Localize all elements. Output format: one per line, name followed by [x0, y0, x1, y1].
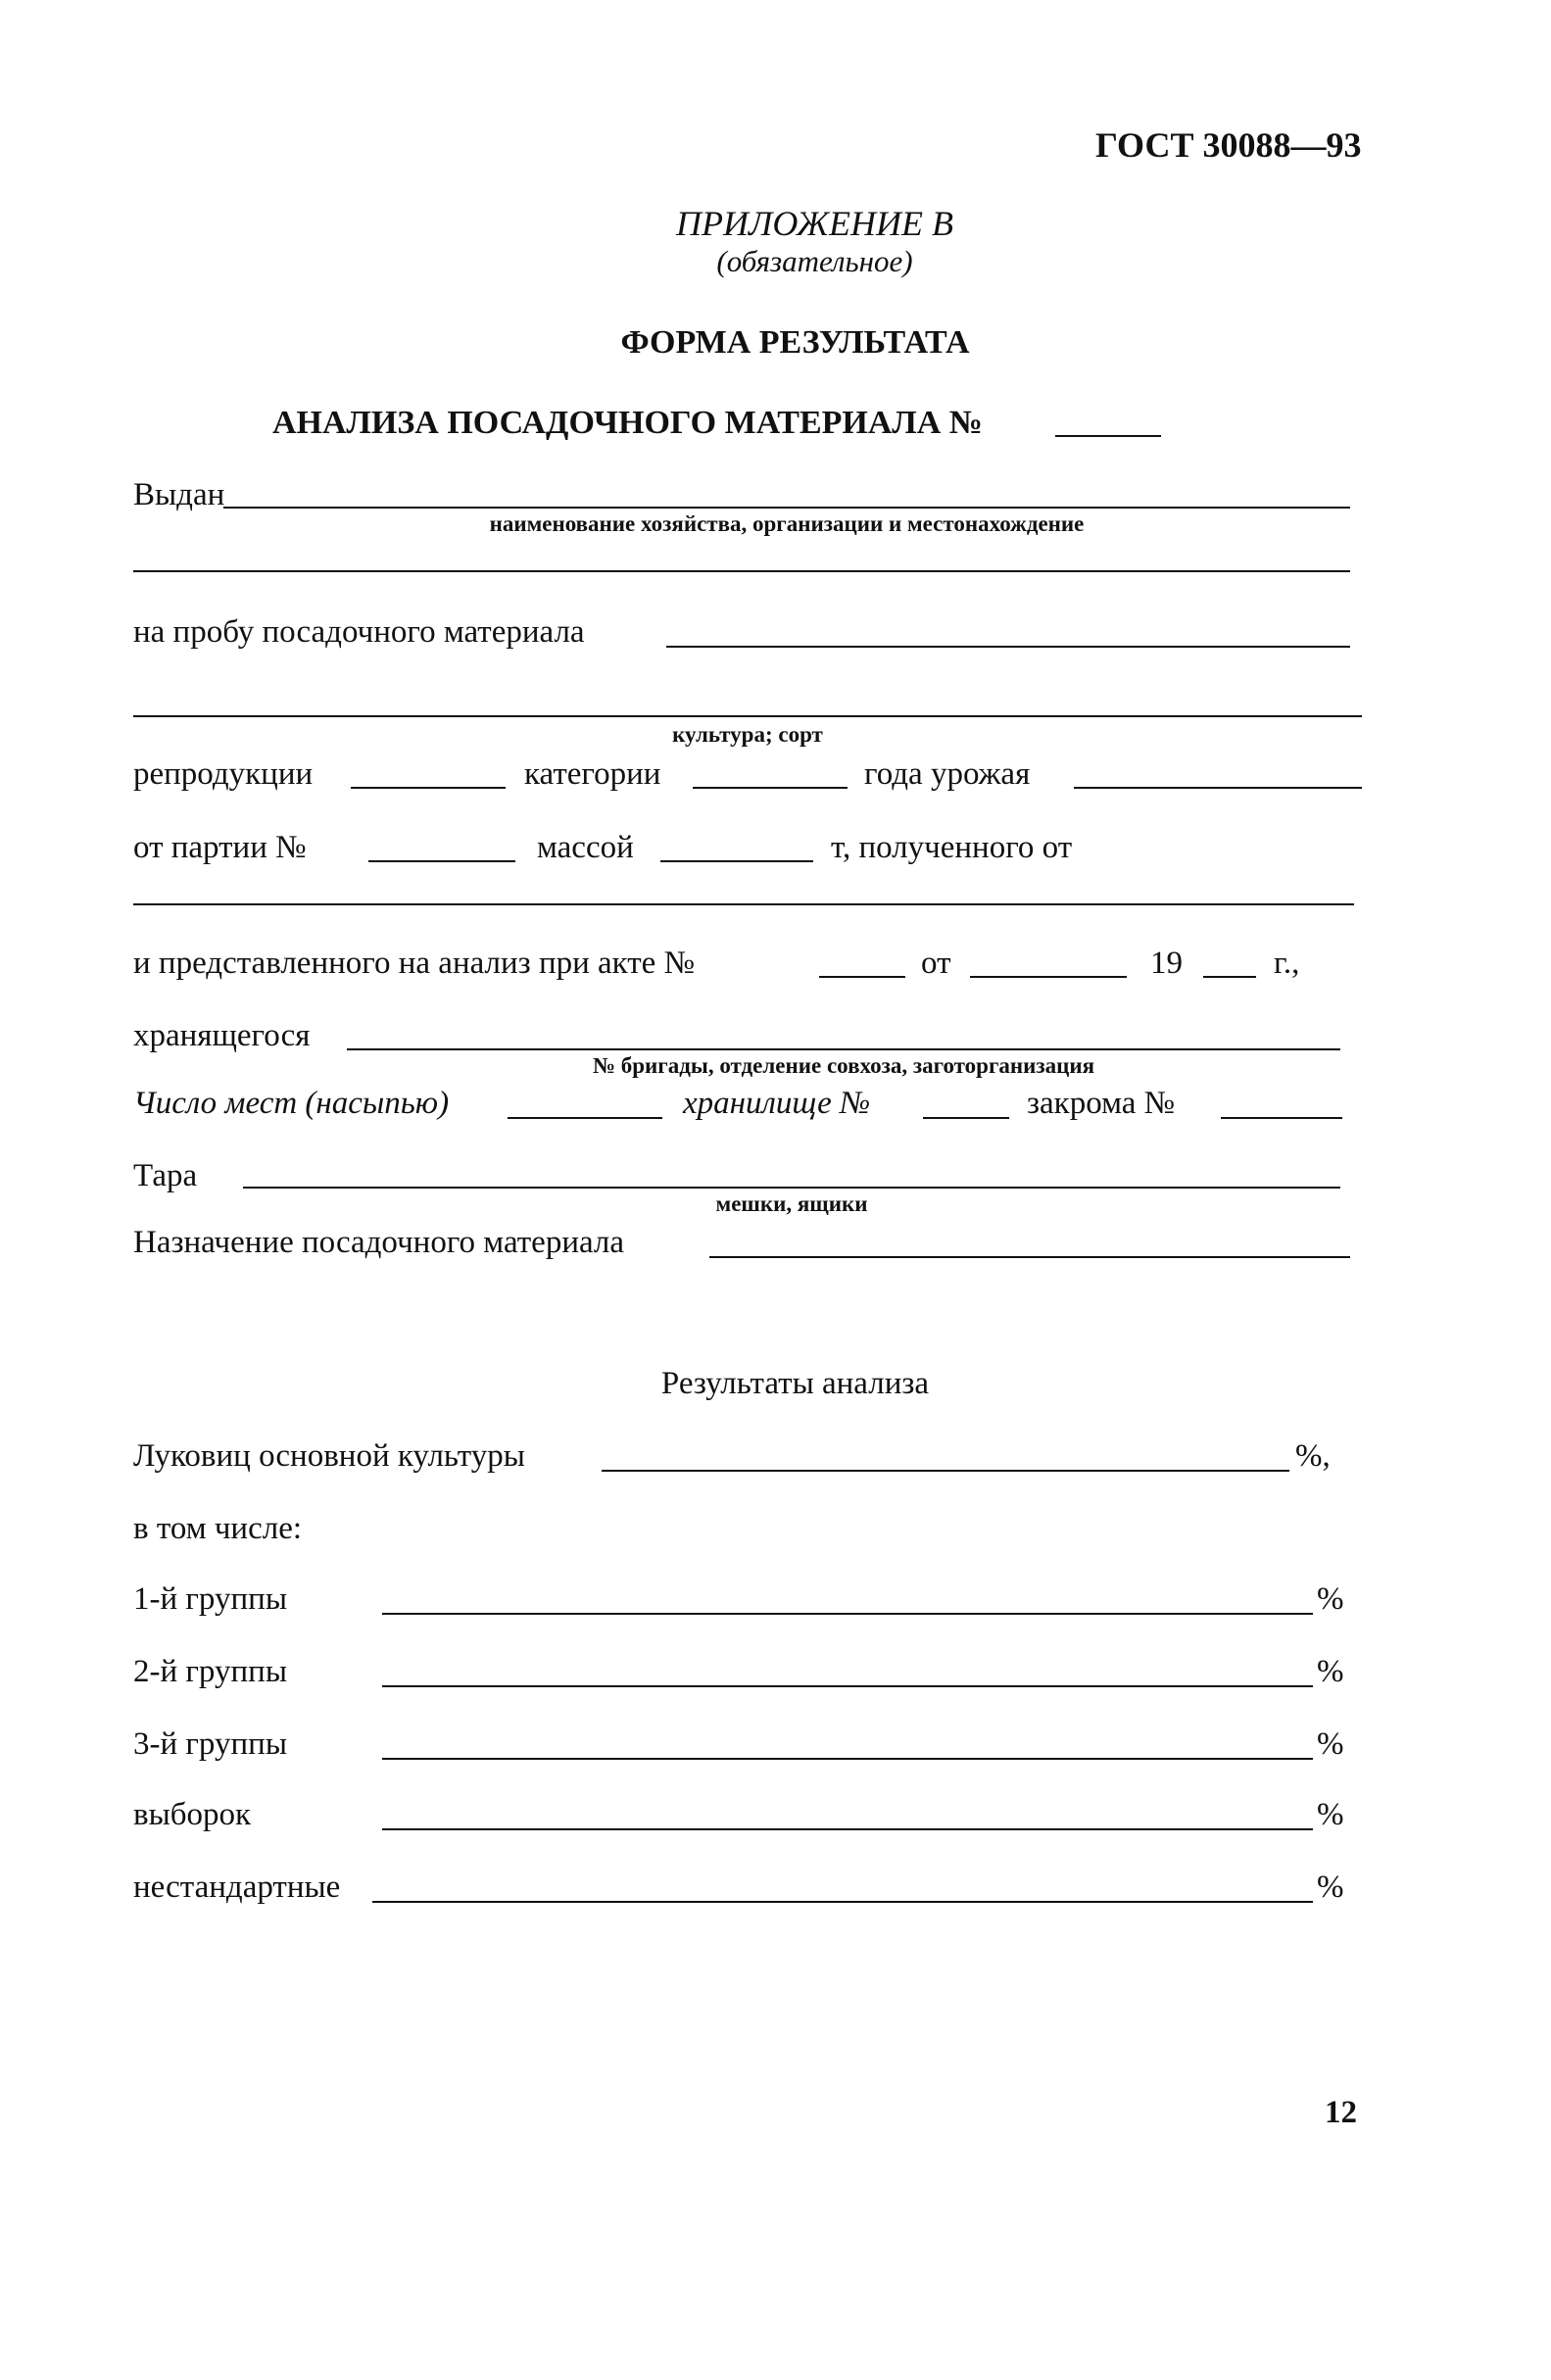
nonstandard-label: нестандартные	[133, 1870, 341, 1905]
act-date-field[interactable]	[970, 976, 1127, 978]
purpose-label: Назначение посадочного материала	[133, 1225, 625, 1260]
storage-label: хранилище №	[683, 1086, 871, 1121]
act-year-field[interactable]	[1203, 976, 1256, 978]
standard-number: ГОСТ 30088—93	[1095, 125, 1362, 165]
group1-unit: %	[1317, 1581, 1344, 1617]
issued-caption: наименование хозяйства, организации и местонахождение	[489, 511, 1085, 536]
group1-field[interactable]	[382, 1613, 1313, 1615]
year-suffix: г.,	[1274, 946, 1300, 981]
batch-field[interactable]	[368, 860, 515, 862]
purpose-field[interactable]	[709, 1256, 1350, 1258]
sample-field[interactable]	[666, 646, 1350, 648]
year-prefix: 19	[1150, 946, 1183, 981]
places-field[interactable]	[508, 1117, 662, 1119]
stored-field[interactable]	[347, 1048, 1340, 1050]
selections-label: выборок	[133, 1797, 252, 1832]
harvest-year-field[interactable]	[1074, 787, 1362, 789]
batch-label: от партии №	[133, 830, 307, 865]
culture-caption: культура; сорт	[672, 722, 823, 747]
group3-unit: %	[1317, 1726, 1344, 1762]
including-label: в том числе:	[133, 1511, 303, 1546]
nonstandard-unit: %	[1317, 1870, 1344, 1905]
sample-label: на пробу посадочного материала	[133, 614, 585, 650]
mass-field[interactable]	[660, 860, 813, 862]
bins-label: закрома №	[1027, 1086, 1176, 1121]
form-number-blank[interactable]	[1055, 435, 1161, 437]
storage-field[interactable]	[923, 1117, 1009, 1119]
page-number: 12	[1325, 2095, 1357, 2130]
stored-label: хранящегося	[133, 1018, 311, 1053]
mass-label: массой	[537, 830, 634, 865]
issued-field-cont[interactable]	[133, 570, 1350, 572]
received-label: т, полученного от	[831, 830, 1073, 865]
submitted-label: и представленного на анализ при акте №	[133, 946, 696, 981]
group2-label: 2-й группы	[133, 1654, 287, 1689]
group2-unit: %	[1317, 1654, 1344, 1689]
issued-field[interactable]	[223, 507, 1350, 509]
received-field[interactable]	[133, 903, 1354, 905]
category-label: категории	[524, 756, 661, 792]
group2-field[interactable]	[382, 1685, 1313, 1687]
container-label: Тара	[133, 1158, 198, 1193]
form-title: ФОРМА РЕЗУЛЬТАТА	[620, 324, 970, 361]
main-bulbs-field[interactable]	[602, 1470, 1289, 1472]
selections-unit: %	[1317, 1797, 1344, 1832]
reproduction-field[interactable]	[351, 787, 506, 789]
issued-label: Выдан	[133, 477, 225, 512]
nonstandard-field[interactable]	[372, 1901, 1313, 1903]
culture-field[interactable]	[133, 715, 1362, 717]
main-bulbs-label: Луковиц основной культуры	[133, 1438, 525, 1474]
appendix-title: ПРИЛОЖЕНИЕ В	[676, 204, 953, 243]
container-caption: мешки, ящики	[715, 1191, 868, 1216]
group3-label: 3-й группы	[133, 1726, 287, 1762]
places-label: Число мест (насыпью)	[133, 1086, 450, 1121]
bins-field[interactable]	[1221, 1117, 1342, 1119]
category-field[interactable]	[693, 787, 848, 789]
selections-field[interactable]	[382, 1828, 1313, 1830]
group1-label: 1-й группы	[133, 1581, 287, 1617]
harvest-year-label: года урожая	[864, 756, 1031, 792]
stored-caption: № бригады, отделение совхоза, заготорганизация	[592, 1053, 1095, 1078]
group3-field[interactable]	[382, 1758, 1313, 1760]
main-bulbs-unit: %,	[1295, 1438, 1331, 1474]
container-field[interactable]	[243, 1187, 1340, 1189]
act-number-field[interactable]	[819, 976, 905, 978]
results-title: Результаты анализа	[660, 1366, 930, 1401]
reproduction-label: репродукции	[133, 756, 314, 792]
appendix-subtitle: (обязательное)	[716, 244, 913, 278]
from-label: от	[921, 946, 951, 981]
form-subtitle: АНАЛИЗА ПОСАДОЧНОГО МАТЕРИАЛА №	[272, 405, 983, 441]
